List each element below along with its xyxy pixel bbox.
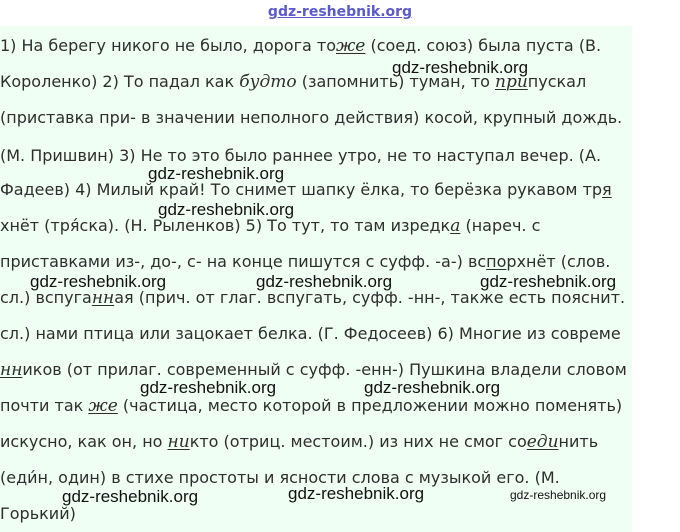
text-segment: ая (прич. от глаг. вспугать, суфф. -нн-, также есть пояснит.	[114, 288, 626, 307]
text-line	[0, 324, 621, 344]
text-line	[0, 396, 622, 416]
highlighted-spelling: ни	[167, 432, 190, 452]
text-segment: (М. Пришвин) 3) Не то это было раннее утро, не то наступал вечер. (А.	[0, 146, 602, 165]
text-line	[0, 360, 627, 380]
text-segment: (еди́н, один) в стихе простоты и ясности слова с музыкой его. (М.	[0, 468, 560, 487]
text-line	[0, 252, 610, 272]
text-segment: пускал	[527, 72, 587, 91]
text-line	[0, 180, 612, 200]
text-segment: почти так	[0, 396, 89, 415]
text-segment: кто (отриц. местоим.) из них не смог со	[189, 432, 527, 451]
watermark-label: gdz-reshebnik.org	[30, 272, 167, 291]
highlighted-spelling: же	[88, 396, 118, 416]
text-segment: Короленко) 2) То падал как	[0, 72, 240, 91]
text-segment: по	[486, 252, 507, 271]
text-line	[0, 432, 598, 452]
text-segment: я	[602, 180, 612, 199]
text-segment: хнёт (тря́ска). (Н. Рыленков) 5) То тут, то там изредк	[0, 216, 451, 235]
highlighted-spelling: при	[495, 72, 528, 92]
watermark-label: gdz-reshebnik.org	[392, 58, 529, 77]
text-segment: (частица, место которой в предложении можно поменять)	[117, 396, 623, 415]
site-header-link[interactable]: gdz-reshebnik.org	[267, 4, 413, 20]
highlighted-spelling: а	[450, 216, 461, 236]
watermark-label: gdz-reshebnik.org	[510, 488, 607, 502]
highlighted-spelling: будто	[239, 72, 297, 92]
text-segment: Горький)	[0, 504, 76, 523]
text-line	[0, 468, 560, 488]
text-line	[0, 146, 601, 166]
highlighted-spelling: же	[335, 36, 366, 56]
text-segment: сл.) вспуга	[0, 288, 92, 307]
highlighted-spelling: нн	[91, 288, 115, 308]
highlighted-spelling: нн	[0, 360, 23, 380]
text-segment: Фадеев) 4) Милый край! То снимет шапку ёлка, то берёзка рукавом тр	[0, 180, 603, 199]
text-segment: (нареч. с	[460, 216, 541, 235]
text-segment: искусно, как он, но	[0, 432, 168, 451]
text-segment: (запомнить) туман, то	[296, 72, 495, 91]
watermark-label: gdz-reshebnik.org	[288, 484, 425, 503]
text-segment: приставками из-, до-, с- на конце пишутся с суфф. -а-) вс	[0, 252, 487, 271]
watermark-label: gdz-reshebnik.org	[256, 272, 393, 291]
text-segment: сл.) нами птица или зацокает белка. (Г. Федосеев) 6) Многие из совреме	[0, 324, 621, 343]
watermark-label: gdz-reshebnik.org	[62, 487, 199, 506]
watermark-label: gdz-reshebnik.org	[480, 272, 617, 291]
text-line	[0, 36, 601, 56]
highlighted-spelling: еди	[526, 432, 559, 452]
text-line	[0, 108, 622, 128]
text-segment: (приставка при- в значении неполного действия) косой, крупный дождь.	[0, 108, 623, 127]
text-segment: рхнёт (слов.	[506, 252, 611, 271]
watermark-label: gdz-reshebnik.org	[140, 378, 277, 397]
watermark-label: gdz-reshebnik.org	[148, 164, 285, 183]
text-line	[0, 504, 76, 524]
watermark-label: gdz-reshebnik.org	[158, 200, 295, 219]
watermark-label: gdz-reshebnik.org	[364, 378, 501, 397]
text-segment: (соед. союз) была пуста (В.	[365, 36, 602, 55]
text-segment: 1) На берегу никого не было, дорога то	[0, 36, 336, 55]
text-segment: нить	[558, 432, 599, 451]
text-segment: иков (от прилаг. современный с суфф. -енн-) Пушкина владели словом	[22, 360, 627, 379]
